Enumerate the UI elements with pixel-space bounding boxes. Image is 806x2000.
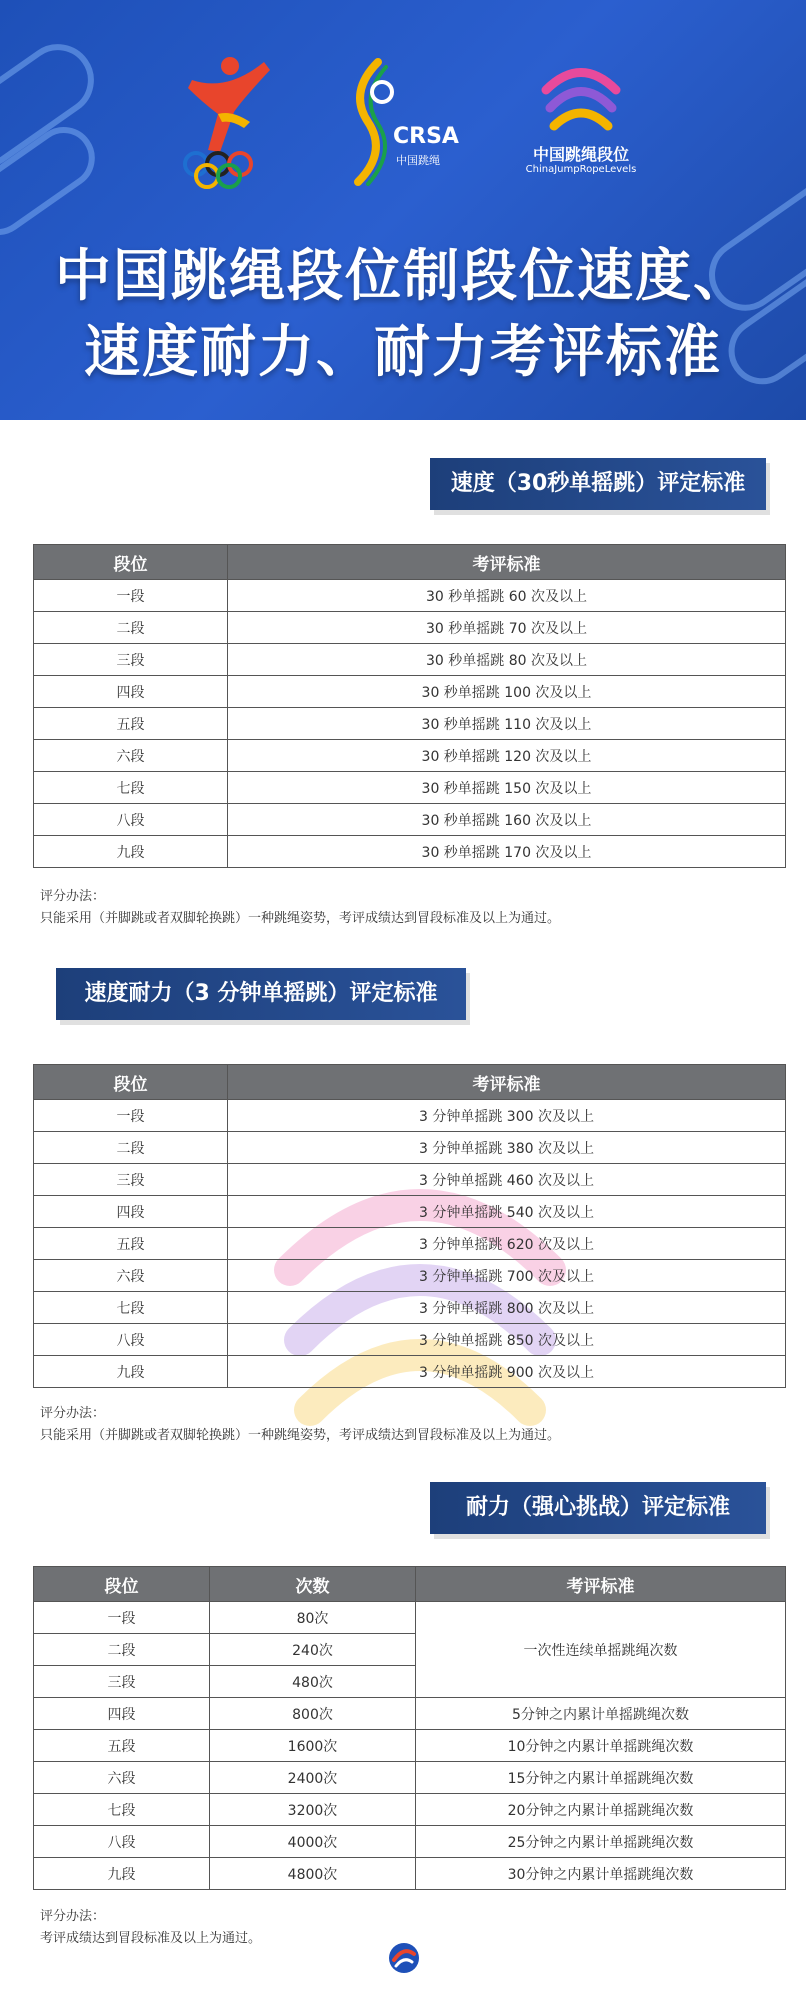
column-header: 段位 bbox=[34, 545, 228, 580]
table-row bbox=[34, 1132, 786, 1164]
level-cell: 八段 bbox=[34, 804, 228, 836]
table-row bbox=[34, 1730, 786, 1762]
count-cell: 1600次 bbox=[210, 1730, 416, 1762]
standard-cell: 15分钟之内累计单摇跳绳次数 bbox=[416, 1762, 786, 1794]
standard-cell: 3 分钟单摇跳 300 次及以上 bbox=[228, 1100, 786, 1132]
standard-cell: 30 秒单摇跳 100 次及以上 bbox=[228, 676, 786, 708]
standard-cell: 30 秒单摇跳 80 次及以上 bbox=[228, 644, 786, 676]
count-cell: 3200次 bbox=[210, 1794, 416, 1826]
standard-cell: 30 秒单摇跳 120 次及以上 bbox=[228, 740, 786, 772]
crsa-logo-subtext: 中国跳绳 bbox=[396, 154, 440, 167]
level-cell: 五段 bbox=[34, 1228, 228, 1260]
speed-endurance-table bbox=[33, 1064, 786, 1388]
level-cell: 二段 bbox=[34, 612, 228, 644]
section-title-speed: 速度（30秒单摇跳）评定标准 bbox=[430, 458, 766, 510]
standard-cell: 3 分钟单摇跳 540 次及以上 bbox=[228, 1196, 786, 1228]
level-cell: 八段 bbox=[34, 1324, 228, 1356]
note-title: 评分办法： bbox=[40, 889, 106, 904]
level-cell: 一段 bbox=[34, 1100, 228, 1132]
table-row bbox=[34, 676, 786, 708]
table-row bbox=[34, 1762, 786, 1794]
table-row bbox=[34, 1292, 786, 1324]
standard-cell: 3 分钟单摇跳 380 次及以上 bbox=[228, 1132, 786, 1164]
table-row bbox=[34, 1794, 786, 1826]
jump-rope-levels-logo bbox=[516, 52, 646, 192]
count-cell: 4000次 bbox=[210, 1826, 416, 1858]
header-banner bbox=[0, 0, 806, 420]
scoring-note-endurance bbox=[40, 1906, 600, 1950]
table-row bbox=[34, 612, 786, 644]
levels-logo-subtext: ChinaJumpRopeLevels bbox=[525, 164, 637, 175]
crsa-logo-text: CRSA bbox=[393, 124, 459, 149]
level-cell: 七段 bbox=[34, 1794, 210, 1826]
table-row bbox=[34, 740, 786, 772]
table-row bbox=[34, 1356, 786, 1388]
level-cell: 五段 bbox=[34, 1730, 210, 1762]
count-cell: 800次 bbox=[210, 1698, 416, 1730]
column-header: 考评标准 bbox=[228, 1065, 786, 1100]
column-header: 段位 bbox=[34, 1065, 228, 1100]
level-cell: 三段 bbox=[34, 644, 228, 676]
scoring-note-speed bbox=[40, 886, 780, 930]
level-cell: 四段 bbox=[34, 1698, 210, 1730]
standard-cell: 10分钟之内累计单摇跳绳次数 bbox=[416, 1730, 786, 1762]
standard-cell: 3 分钟单摇跳 460 次及以上 bbox=[228, 1164, 786, 1196]
logo-row bbox=[0, 52, 806, 192]
section-title-speed-endurance: 速度耐力（3 分钟单摇跳）评定标准 bbox=[56, 968, 466, 1020]
table-row bbox=[34, 644, 786, 676]
rope-loops-icon bbox=[536, 60, 626, 140]
standard-cell: 25分钟之内累计单摇跳绳次数 bbox=[416, 1826, 786, 1858]
standard-cell: 5分钟之内累计单摇跳绳次数 bbox=[416, 1698, 786, 1730]
table-header-row bbox=[34, 1065, 786, 1100]
note-body: 考评成绩达到冒段标准及以上为通过。 bbox=[40, 1931, 262, 1946]
level-cell: 二段 bbox=[34, 1132, 228, 1164]
olympic-jumper-logo bbox=[172, 52, 292, 192]
level-cell: 六段 bbox=[34, 1762, 210, 1794]
standard-cell: 3 分钟单摇跳 850 次及以上 bbox=[228, 1324, 786, 1356]
column-header: 考评标准 bbox=[416, 1567, 786, 1602]
level-cell: 九段 bbox=[34, 1858, 210, 1890]
count-cell: 80次 bbox=[210, 1602, 416, 1634]
level-cell: 七段 bbox=[34, 1292, 228, 1324]
table-header-row bbox=[34, 545, 786, 580]
column-header: 考评标准 bbox=[228, 545, 786, 580]
level-cell: 九段 bbox=[34, 1356, 228, 1388]
standard-cell: 30 秒单摇跳 170 次及以上 bbox=[228, 836, 786, 868]
table-row bbox=[34, 804, 786, 836]
note-title: 评分办法： bbox=[40, 1909, 106, 1924]
table-row bbox=[34, 1228, 786, 1260]
level-cell: 二段 bbox=[34, 1634, 210, 1666]
bottom-small-logo-icon bbox=[386, 1940, 422, 1976]
level-cell: 八段 bbox=[34, 1826, 210, 1858]
crsa-logo bbox=[338, 52, 468, 192]
table-row bbox=[34, 1602, 786, 1634]
level-cell: 七段 bbox=[34, 772, 228, 804]
level-cell: 一段 bbox=[34, 580, 228, 612]
count-cell: 480次 bbox=[210, 1666, 416, 1698]
endurance-table bbox=[33, 1566, 786, 1890]
section-title-endurance: 耐力（强心挑战）评定标准 bbox=[430, 1482, 766, 1534]
scoring-note-speed-endurance bbox=[40, 1403, 780, 1447]
note-body: 只能采用（并脚跳或者双脚轮换跳）一种跳绳姿势，考评成绩达到冒段标准及以上为通过。 bbox=[40, 1428, 561, 1443]
level-cell: 五段 bbox=[34, 708, 228, 740]
table-header-row bbox=[34, 1567, 786, 1602]
table-row bbox=[34, 580, 786, 612]
standard-cell: 3 分钟单摇跳 700 次及以上 bbox=[228, 1260, 786, 1292]
level-cell: 四段 bbox=[34, 676, 228, 708]
standard-cell: 30 秒单摇跳 150 次及以上 bbox=[228, 772, 786, 804]
standard-cell: 30 秒单摇跳 70 次及以上 bbox=[228, 612, 786, 644]
standard-cell-merged: 一次性连续单摇跳绳次数 bbox=[416, 1602, 786, 1698]
level-cell: 一段 bbox=[34, 1602, 210, 1634]
levels-logo-text: 中国跳绳段位 bbox=[532, 145, 629, 164]
count-cell: 4800次 bbox=[210, 1858, 416, 1890]
standard-cell: 3 分钟单摇跳 900 次及以上 bbox=[228, 1356, 786, 1388]
standard-cell: 30 秒单摇跳 160 次及以上 bbox=[228, 804, 786, 836]
column-header: 次数 bbox=[210, 1567, 416, 1602]
table-row bbox=[34, 1698, 786, 1730]
table-row bbox=[34, 708, 786, 740]
table-row bbox=[34, 1324, 786, 1356]
table-row bbox=[34, 1826, 786, 1858]
level-cell: 三段 bbox=[34, 1164, 228, 1196]
table-row bbox=[34, 1260, 786, 1292]
table-row bbox=[34, 1858, 786, 1890]
table-row bbox=[34, 1100, 786, 1132]
table-row bbox=[34, 1196, 786, 1228]
speed-table bbox=[33, 544, 786, 868]
level-cell: 三段 bbox=[34, 1666, 210, 1698]
table-row bbox=[34, 836, 786, 868]
note-title: 评分办法： bbox=[40, 1406, 106, 1421]
standard-cell: 30 秒单摇跳 60 次及以上 bbox=[228, 580, 786, 612]
rope-swirl-icon bbox=[338, 52, 408, 192]
level-cell: 九段 bbox=[34, 836, 228, 868]
table-row bbox=[34, 1164, 786, 1196]
page-title-line2: 速度耐力、耐力考评标准 bbox=[84, 320, 722, 385]
count-cell: 2400次 bbox=[210, 1762, 416, 1794]
standard-cell: 3 分钟单摇跳 800 次及以上 bbox=[228, 1292, 786, 1324]
level-cell: 六段 bbox=[34, 1260, 228, 1292]
standard-cell: 30分钟之内累计单摇跳绳次数 bbox=[416, 1858, 786, 1890]
table-row bbox=[34, 772, 786, 804]
standard-cell: 3 分钟单摇跳 620 次及以上 bbox=[228, 1228, 786, 1260]
page-title-line1: 中国跳绳段位制段位速度、 bbox=[55, 244, 751, 309]
column-header: 段位 bbox=[34, 1567, 210, 1602]
standard-cell: 20分钟之内累计单摇跳绳次数 bbox=[416, 1794, 786, 1826]
standard-cell: 30 秒单摇跳 110 次及以上 bbox=[228, 708, 786, 740]
count-cell: 240次 bbox=[210, 1634, 416, 1666]
note-body: 只能采用（并脚跳或者双脚轮换跳）一种跳绳姿势，考评成绩达到冒段标准及以上为通过。 bbox=[40, 911, 561, 926]
level-cell: 四段 bbox=[34, 1196, 228, 1228]
level-cell: 六段 bbox=[34, 740, 228, 772]
